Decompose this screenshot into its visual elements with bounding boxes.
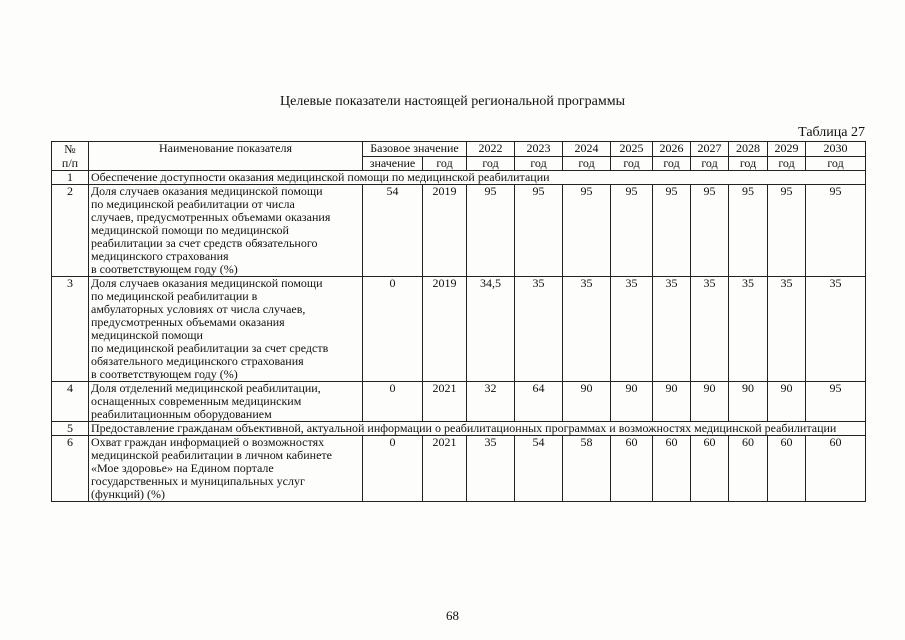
section-title: Обеспечение доступности оказания медицинской помощи по медицинской реабилитации <box>89 171 866 185</box>
section-row <box>52 171 866 185</box>
base-value: 54 <box>363 185 423 277</box>
header-year: 2024 <box>563 142 611 157</box>
header-num: № п/п <box>52 142 89 171</box>
year-value: 90 <box>611 382 653 422</box>
year-value: 35 <box>467 436 515 502</box>
year-value: 95 <box>768 185 806 277</box>
indicator-name: Доля отделений медицинской реабилитации, оснащенных современным медицинским реабилитационным оборудованием <box>89 382 363 422</box>
header-base-value: значение <box>363 156 423 171</box>
year-value: 60 <box>729 436 768 502</box>
header-year: 2022 <box>467 142 515 157</box>
year-value: 35 <box>768 277 806 382</box>
indicator-name: Доля случаев оказания медицинской помощи по медицинской реабилитации от числа случаев, предусмотренных объемами оказания медицинской помощи по медицинской реабилитации за счет средств обязательного медицинского страхования в соответствующем году (%) <box>89 185 363 277</box>
year-value: 90 <box>563 382 611 422</box>
header-year: 2028 <box>729 142 768 157</box>
row-number: 1 <box>52 171 89 185</box>
base-year: 2019 <box>423 277 467 382</box>
year-value: 95 <box>467 185 515 277</box>
header-year-unit: год <box>806 156 866 171</box>
year-value: 35 <box>729 277 768 382</box>
base-year: 2019 <box>423 185 467 277</box>
header-name: Наименование показателя <box>89 142 363 171</box>
year-value: 60 <box>806 436 866 502</box>
section-row <box>52 422 866 436</box>
table-label: Таблица 27 <box>798 125 865 140</box>
year-value: 60 <box>611 436 653 502</box>
year-value: 95 <box>563 185 611 277</box>
table-header-row-1 <box>52 142 866 157</box>
year-value: 35 <box>611 277 653 382</box>
year-value: 90 <box>653 382 691 422</box>
base-value: 0 <box>363 277 423 382</box>
header-year-unit: год <box>729 156 768 171</box>
section-title: Предоставление гражданам объективной, актуальной информации о реабилитационных программах и возможностях медицинской реабилитации <box>89 422 866 436</box>
header-year: 2025 <box>611 142 653 157</box>
year-value: 60 <box>691 436 729 502</box>
year-value: 95 <box>806 382 866 422</box>
header-year-unit: год <box>467 156 515 171</box>
header-year: 2030 <box>806 142 866 157</box>
year-value: 95 <box>729 185 768 277</box>
row-number: 4 <box>52 382 89 422</box>
header-year-unit: год <box>515 156 563 171</box>
year-value: 90 <box>691 382 729 422</box>
base-value: 0 <box>363 382 423 422</box>
year-value: 34,5 <box>467 277 515 382</box>
header-year-unit: год <box>653 156 691 171</box>
year-value: 95 <box>806 185 866 277</box>
header-year-unit: год <box>611 156 653 171</box>
year-value: 54 <box>515 436 563 502</box>
year-value: 35 <box>653 277 691 382</box>
year-value: 95 <box>611 185 653 277</box>
table-row <box>52 185 866 277</box>
year-value: 60 <box>653 436 691 502</box>
year-value: 35 <box>563 277 611 382</box>
table-row <box>52 436 866 502</box>
header-base: Базовое значение <box>363 142 467 157</box>
indicators-table <box>51 141 866 502</box>
header-year-unit: год <box>691 156 729 171</box>
row-number: 6 <box>52 436 89 502</box>
header-year: 2023 <box>515 142 563 157</box>
year-value: 35 <box>806 277 866 382</box>
page-title: Целевые показатели настоящей региональной программы <box>280 94 625 109</box>
row-number: 2 <box>52 185 89 277</box>
header-year-unit: год <box>768 156 806 171</box>
header-year: 2027 <box>691 142 729 157</box>
year-value: 90 <box>729 382 768 422</box>
header-base-year: год <box>423 156 467 171</box>
table-row <box>52 382 866 422</box>
year-value: 64 <box>515 382 563 422</box>
base-value: 0 <box>363 436 423 502</box>
base-year: 2021 <box>423 436 467 502</box>
row-number: 3 <box>52 277 89 382</box>
indicator-name: Доля случаев оказания медицинской помощи по медицинской реабилитации в амбулаторных условиях от числа случаев, предусмотренных объемами оказания медицинской помощи по медицинской реабилитации за счет средств обязательного медицинского страхования в соответствующем году (%) <box>89 277 363 382</box>
header-year: 2026 <box>653 142 691 157</box>
year-value: 35 <box>691 277 729 382</box>
year-value: 58 <box>563 436 611 502</box>
header-year: 2029 <box>768 142 806 157</box>
year-value: 95 <box>691 185 729 277</box>
year-value: 90 <box>768 382 806 422</box>
page-number: 68 <box>446 608 459 623</box>
indicator-name: Охват граждан информацией о возможностях медицинской реабилитации в личном кабинете «Мое здоровье» на Едином портале государственных и муниципальных услуг (функций) (%) <box>89 436 363 502</box>
year-value: 32 <box>467 382 515 422</box>
base-year: 2021 <box>423 382 467 422</box>
year-value: 95 <box>653 185 691 277</box>
row-number: 5 <box>52 422 89 436</box>
table-row <box>52 277 866 382</box>
header-year-unit: год <box>563 156 611 171</box>
year-value: 35 <box>515 277 563 382</box>
year-value: 60 <box>768 436 806 502</box>
year-value: 95 <box>515 185 563 277</box>
